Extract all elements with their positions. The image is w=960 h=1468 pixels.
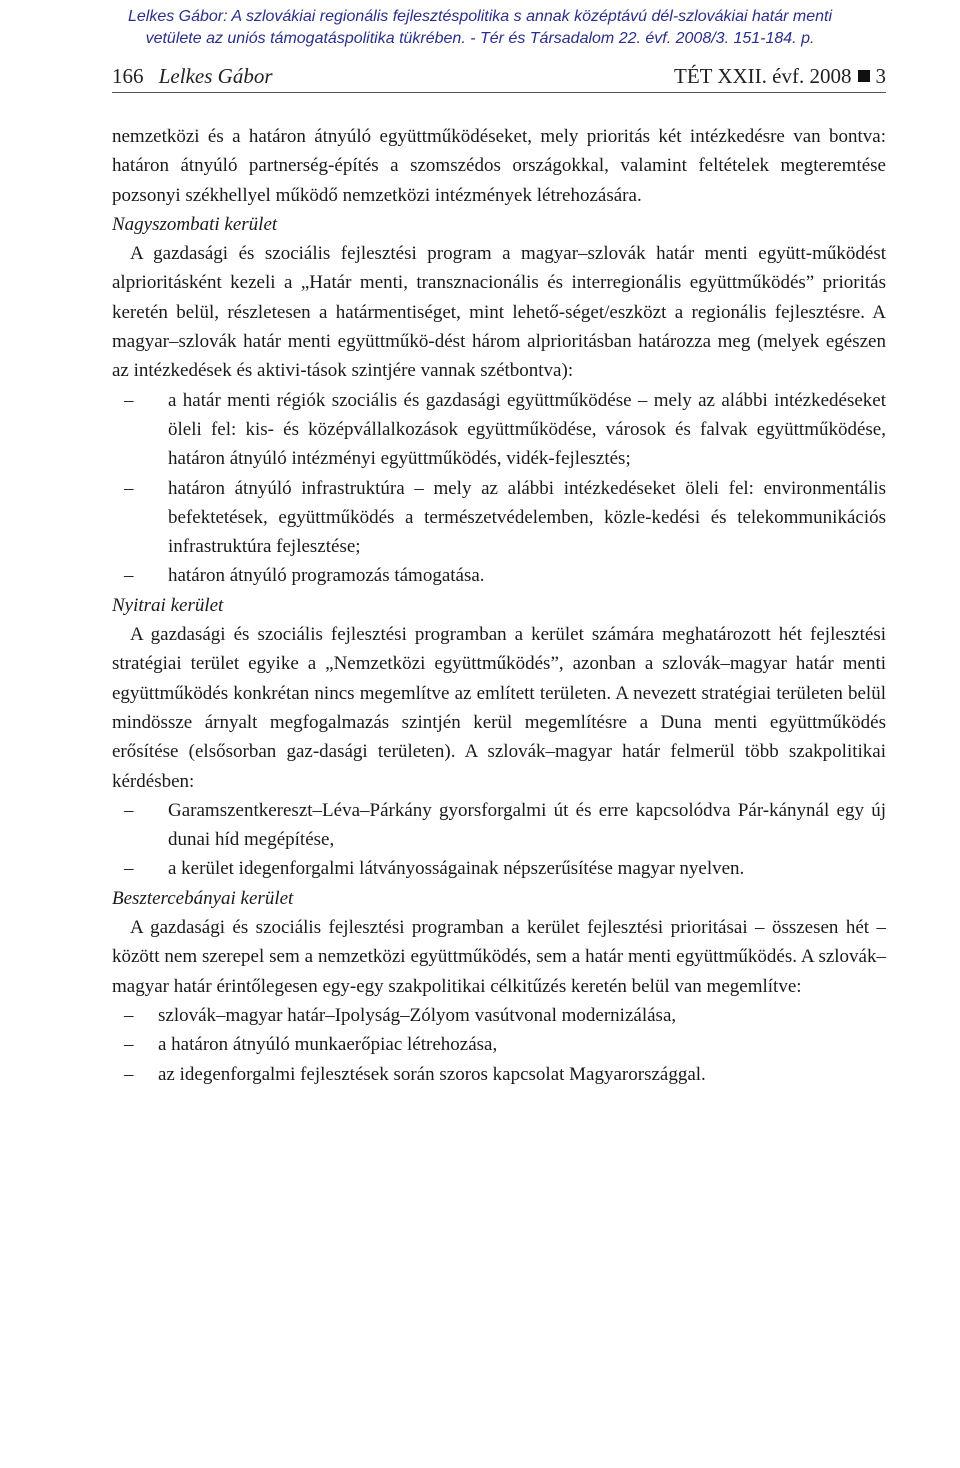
journal-title: TÉT XXII. évf. 2008 <box>674 64 852 88</box>
bullet-list-nyitra <box>112 796 886 884</box>
citation-header <box>0 6 960 50</box>
section-heading-nyitra: Nyitrai kerület <box>112 594 224 616</box>
issue-number: 3 <box>875 64 886 88</box>
bullet-list-nagyszombat <box>112 386 886 591</box>
running-head-author: Lelkes Gábor <box>158 64 273 88</box>
section-paragraph-besztercebanya: A gazdasági és szociális fejlesztési programban a kerület fejlesztési prioritásai – összesen hét – között nem szerepel sem a nemzetközi együttműködés, sem a határ menti együttműködés. A szlovák–magyar határ érintőlegesen egy-egy szakpolitikai célkitűzés keretén belül van megemlítve: <box>112 917 886 997</box>
list-item: – határon átnyúló infrastruktúra – mely az alábbi intézkedéseket öleli fel: environmentális befektetések, együttműködés a természetvédelemben, közle-kedési és telekommunikációs infrastruktúra fejlesztése; <box>112 474 886 562</box>
section-heading-nagyszombat: Nagyszombati kerület <box>112 213 278 235</box>
bullet-list-besztercebanya <box>112 1001 886 1089</box>
running-head-left <box>112 64 273 89</box>
intro-paragraph: nemzetközi és a határon átnyúló együttműködéseket, mely prioritás két intézkedésre van bontva: határon átnyúló partnerség-építés a szomszédos országokkal, valamint feltételek megteremtése pozsonyi székhellyel működő nemzetközi intézmények létrehozására. <box>112 126 886 206</box>
citation-line-1: Lelkes Gábor: A szlovákiai regionális fejlesztéspolitika s annak középtávú dél-szlovákiai határ menti <box>127 8 833 25</box>
running-head-right <box>674 64 886 89</box>
running-head <box>112 62 886 93</box>
list-item: – határon átnyúló programozás támogatása. <box>112 561 886 590</box>
list-item: – szlovák–magyar határ–Ipolyság–Zólyom vasútvonal modernizálása, <box>112 1001 886 1030</box>
section-paragraph-nagyszombat: A gazdasági és szociális fejlesztési program a magyar–szlovák határ menti együtt-működést alprioritásként kezeli a „Határ menti, transznacionális és interregionális együttműködés” prioritás keretén belül, részletesen a határmentiséget, mint lehető-séget/eszközt a regionális fejlesztésre. A magyar–szlovák határ menti együttműkö-dést három alprioritásban határozza meg (melyek egészen az intézkedések és aktivi-tások szintjére vannak szétbontva): <box>112 243 886 382</box>
square-bullet-icon <box>858 70 870 82</box>
section-paragraph-nyitra: A gazdasági és szociális fejlesztési programban a kerület számára meghatározott hét fejlesztési stratégiai terület egyike a „Nemzetközi együttműködés”, azonban a szlovák–magyar határ menti együttműködés konkrétan nincs megemlítve az említett területen. A nevezett stratégiai területen belül mindössze árnyalt megfogalmazás szintjén kerül megemlítésre a Duna menti együttműködés erősítése (elsősorban gaz-dasági területen). A szlovák–magyar határ felmerül több szakpolitikai kérdésben: <box>112 624 886 792</box>
list-item: – az idegenforgalmi fejlesztések során szoros kapcsolat Magyarországgal. <box>112 1060 886 1089</box>
list-item: – a kerület idegenforgalmi látványosságainak népszerűsítése magyar nyelven. <box>112 854 886 883</box>
page-number: 166 <box>112 64 144 88</box>
citation-line-2: vetülete az uniós támogatáspolitika tükrében. - Tér és Társadalom 22. évf. 2008/3. 151-184. p. <box>145 30 815 47</box>
list-item: – a határ menti régiók szociális és gazdasági együttműködése – mely az alábbi intézkedéseket öleli fel: kis- és középvállalkozások együttműködése, városok és falvak együttműködése, határon átnyúló intézményi együttműködés, vidék-fejlesztés; <box>112 386 886 474</box>
page-body <box>112 122 886 1089</box>
section-heading-besztercebanya: Besztercebányai kerület <box>112 887 294 909</box>
list-item: – a határon átnyúló munkaerőpiac létrehozása, <box>112 1030 886 1059</box>
list-item: – Garamszentkereszt–Léva–Párkány gyorsforgalmi út és erre kapcsolódva Pár-kánynál egy új dunai híd megépítése, <box>112 796 886 855</box>
